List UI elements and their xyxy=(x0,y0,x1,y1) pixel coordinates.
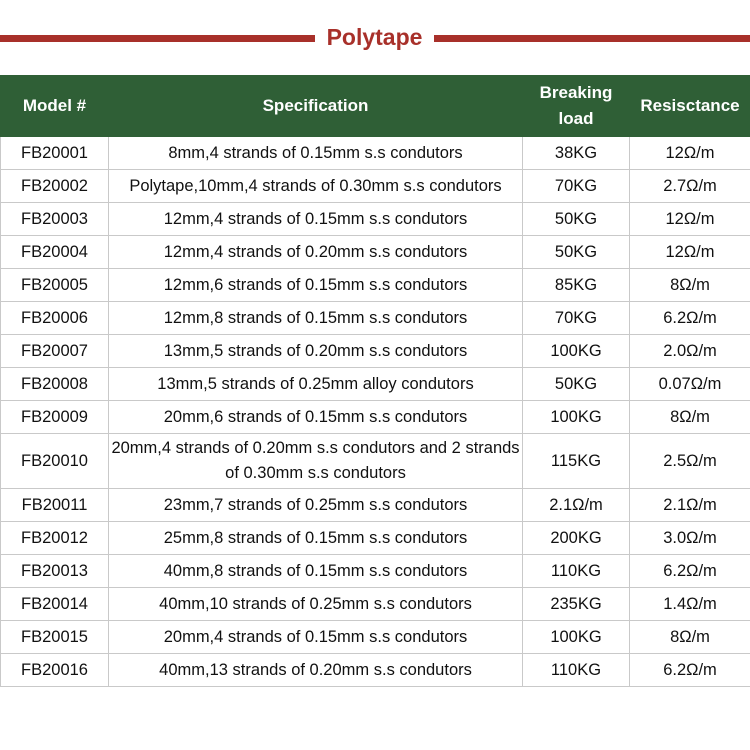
cell-model: FB20013 xyxy=(1,555,109,588)
cell-resistance: 2.1Ω/m xyxy=(630,489,750,522)
table-row xyxy=(1,401,750,434)
page-title: Polytape xyxy=(326,24,423,50)
spec-table xyxy=(0,75,750,687)
cell-specification: 20mm,4 strands of 0.15mm s.s condutors xyxy=(109,621,523,654)
table-row xyxy=(1,654,750,687)
cell-breaking-load: 100KG xyxy=(523,335,630,368)
cell-specification: 40mm,13 strands of 0.20mm s.s condutors xyxy=(109,654,523,687)
cell-model: FB20016 xyxy=(1,654,109,687)
cell-breaking-load: 115KG xyxy=(523,434,630,489)
cell-resistance: 12Ω/m xyxy=(630,203,750,236)
cell-model: FB20015 xyxy=(1,621,109,654)
cell-resistance: 8Ω/m xyxy=(630,401,750,434)
cell-model: FB20006 xyxy=(1,302,109,335)
table-body xyxy=(1,137,750,687)
cell-resistance: 2.5Ω/m xyxy=(630,434,750,489)
cell-resistance: 8Ω/m xyxy=(630,621,750,654)
cell-breaking-load: 2.1Ω/m xyxy=(523,489,630,522)
header-row xyxy=(1,76,750,137)
cell-resistance: 6.2Ω/m xyxy=(630,555,750,588)
table-header xyxy=(1,76,750,137)
table-row xyxy=(1,335,750,368)
cell-resistance: 12Ω/m xyxy=(630,236,750,269)
cell-breaking-load: 200KG xyxy=(523,522,630,555)
cell-breaking-load: 70KG xyxy=(523,170,630,203)
cell-breaking-load: 110KG xyxy=(523,555,630,588)
cell-specification: 13mm,5 strands of 0.20mm s.s condutors xyxy=(109,335,523,368)
cell-breaking-load: 50KG xyxy=(523,368,630,401)
cell-model: FB20003 xyxy=(1,203,109,236)
table-row xyxy=(1,302,750,335)
header-specification: Specification xyxy=(109,76,523,137)
cell-specification: 40mm,8 strands of 0.15mm s.s condutors xyxy=(109,555,523,588)
header-breaking-load: Breaking load xyxy=(523,76,630,137)
cell-resistance: 6.2Ω/m xyxy=(630,302,750,335)
cell-resistance: 2.0Ω/m xyxy=(630,335,750,368)
table-row xyxy=(1,434,750,489)
table-row xyxy=(1,588,750,621)
cell-breaking-load: 38KG xyxy=(523,137,630,170)
cell-resistance: 12Ω/m xyxy=(630,137,750,170)
table-row xyxy=(1,621,750,654)
cell-model: FB20008 xyxy=(1,368,109,401)
cell-specification: 20mm,4 strands of 0.20mm s.s condutors and 2 strands of 0.30mm s.s condutors xyxy=(109,434,523,489)
cell-specification: 13mm,5 strands of 0.25mm alloy condutors xyxy=(109,368,523,401)
cell-breaking-load: 100KG xyxy=(523,401,630,434)
cell-resistance: 2.7Ω/m xyxy=(630,170,750,203)
cell-specification: 25mm,8 strands of 0.15mm s.s condutors xyxy=(109,522,523,555)
cell-model: FB20002 xyxy=(1,170,109,203)
title-banner xyxy=(0,20,750,54)
cell-model: FB20012 xyxy=(1,522,109,555)
cell-model: FB20007 xyxy=(1,335,109,368)
cell-resistance: 3.0Ω/m xyxy=(630,522,750,555)
cell-specification: 12mm,4 strands of 0.20mm s.s condutors xyxy=(109,236,523,269)
cell-breaking-load: 50KG xyxy=(523,203,630,236)
table-row xyxy=(1,489,750,522)
cell-resistance: 8Ω/m xyxy=(630,269,750,302)
cell-model: FB20001 xyxy=(1,137,109,170)
cell-specification: 8mm,4 strands of 0.15mm s.s condutors xyxy=(109,137,523,170)
header-model: Model # xyxy=(1,76,109,137)
cell-specification: 20mm,6 strands of 0.15mm s.s condutors xyxy=(109,401,523,434)
cell-model: FB20014 xyxy=(1,588,109,621)
cell-resistance: 6.2Ω/m xyxy=(630,654,750,687)
table-row xyxy=(1,555,750,588)
cell-breaking-load: 235KG xyxy=(523,588,630,621)
cell-resistance: 1.4Ω/m xyxy=(630,588,750,621)
cell-specification: Polytape,10mm,4 strands of 0.30mm s.s condutors xyxy=(109,170,523,203)
table-row xyxy=(1,269,750,302)
cell-specification: 40mm,10 strands of 0.25mm s.s condutors xyxy=(109,588,523,621)
cell-model: FB20009 xyxy=(1,401,109,434)
table-row xyxy=(1,522,750,555)
table-row xyxy=(1,137,750,170)
cell-model: FB20011 xyxy=(1,489,109,522)
cell-specification: 12mm,6 strands of 0.15mm s.s condutors xyxy=(109,269,523,302)
cell-breaking-load: 110KG xyxy=(523,654,630,687)
cell-specification: 12mm,4 strands of 0.15mm s.s condutors xyxy=(109,203,523,236)
cell-specification: 12mm,8 strands of 0.15mm s.s condutors xyxy=(109,302,523,335)
cell-breaking-load: 85KG xyxy=(523,269,630,302)
cell-model: FB20004 xyxy=(1,236,109,269)
title-rule-right xyxy=(434,35,750,42)
table-row xyxy=(1,170,750,203)
cell-breaking-load: 70KG xyxy=(523,302,630,335)
cell-model: FB20010 xyxy=(1,434,109,489)
cell-breaking-load: 50KG xyxy=(523,236,630,269)
cell-model: FB20005 xyxy=(1,269,109,302)
table-row xyxy=(1,368,750,401)
title-rule-left xyxy=(0,35,315,42)
cell-resistance: 0.07Ω/m xyxy=(630,368,750,401)
table-row xyxy=(1,203,750,236)
header-resistance: Resisctance xyxy=(630,76,750,137)
cell-specification: 23mm,7 strands of 0.25mm s.s condutors xyxy=(109,489,523,522)
table-row xyxy=(1,236,750,269)
cell-breaking-load: 100KG xyxy=(523,621,630,654)
